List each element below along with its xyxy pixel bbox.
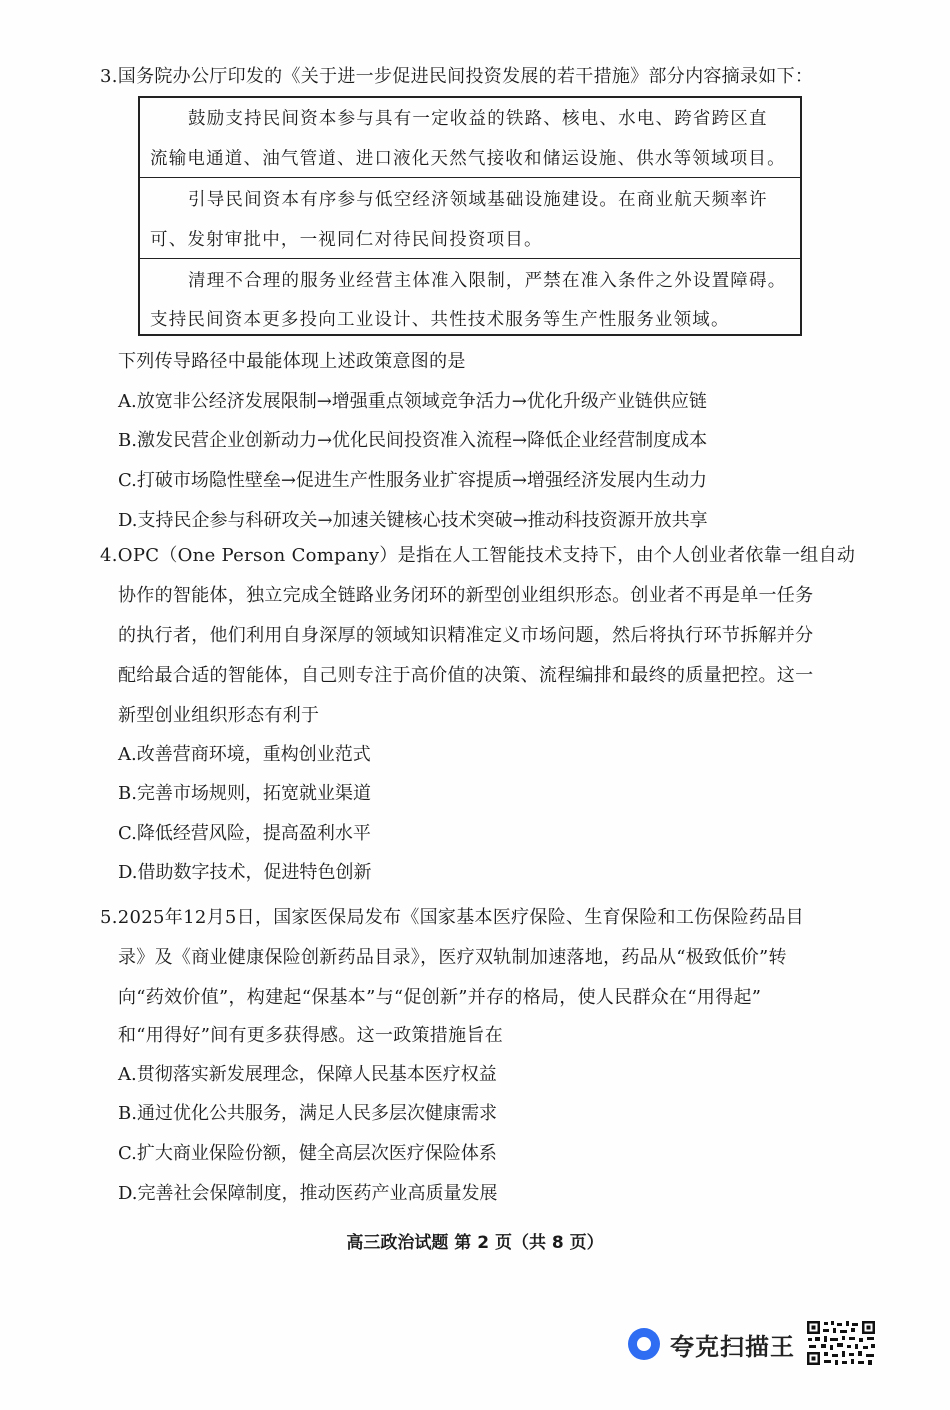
q5-line-4: 和“用得好”间有更多获得感。这一政策措施旨在 (118, 1025, 504, 1046)
scanner-watermark (628, 1322, 795, 1366)
scanner-brand-text: 夸克扫描王 (670, 1332, 795, 1361)
q3-box-3-line-1: 清理不合理的服务业经营主体准入限制，严禁在准入条件之外设置障碍。 (188, 271, 787, 291)
q4-option-a: A.改善营商环境，重构创业范式 (118, 744, 371, 765)
q3-box-2-line-1: 引导民间资本有序参与低空经济领域基础设施建设。在商业航天频率许 (188, 190, 768, 210)
q4-line-3: 的执行者，他们利用自身深厚的领域知识精准定义市场问题，然后将执行环节拆解并分 (118, 625, 814, 646)
q3-box-divider-1 (140, 177, 800, 178)
q4-option-d: D.借助数字技术，促进特色创新 (118, 862, 372, 883)
q3-prompt: 下列传导路径中最能体现上述政策意图的是 (118, 351, 466, 372)
q5-line-1: 5.2025年12月5日，国家医保局发布《国家基本医疗保险、生育保险和工伤保险药品目 (100, 907, 804, 928)
q5-option-d: D.完善社会保障制度，推动医药产业高质量发展 (118, 1183, 498, 1204)
q3-box-divider-2 (140, 258, 800, 259)
q3-option-a: A.放宽非公经济发展限制→增强重点领域竞争活力→优化升级产业链供应链 (118, 391, 707, 412)
q4-line-4: 配给最合适的智能体，自己则专注于高价值的决策、流程编排和最终的质量把控。这一 (118, 665, 814, 686)
q4-option-b: B.完善市场规则，拓宽就业渠道 (118, 783, 371, 804)
q3-box-3-line-2: 支持民间资本更多投向工业设计、共性技术服务等生产性服务业领域。 (150, 310, 730, 330)
q3-excerpt-box (138, 96, 802, 336)
q4-line-2: 协作的智能体，独立完成全链路业务闭环的新型创业组织形态。创业者不再是单一任务 (118, 585, 814, 606)
qr-code-icon (806, 1320, 876, 1366)
q3-option-c: C.打破市场隐性壁垒→促进生产性服务业扩容提质→增强经济发展内生动力 (118, 470, 708, 491)
q5-line-2: 录》及《商业健康保险创新药品目录》，医疗双轨制加速落地，药品从“极致低价”转 (118, 947, 787, 968)
q3-box-1-line-1: 鼓励支持民间资本参与具有一定收益的铁路、核电、水电、跨省跨区直 (188, 109, 768, 129)
q5-option-a: A.贯彻落实新发展理念，保障人民基本医疗权益 (118, 1064, 497, 1085)
q4-line-1: 4.OPC（One Person Company）是指在人工智能技术支持下，由个人创业者依靠一组自动 (100, 545, 856, 566)
page-footer: 高三政治试题 第 2 页（共 8 页） (346, 1233, 604, 1253)
scanner-logo-icon (628, 1328, 660, 1360)
q5-option-c: C.扩大商业保险份额，健全高层次医疗保险体系 (118, 1143, 497, 1164)
q4-option-c: C.降低经营风险，提高盈利水平 (118, 823, 371, 844)
q3-box-1-line-2: 流输电通道、油气管道、进口液化天然气接收和储运设施、供水等领域项目。 (150, 149, 786, 169)
q5-option-b: B.通过优化公共服务，满足人民多层次健康需求 (118, 1103, 497, 1124)
q3-box-2-line-2: 可、发射审批中，一视同仁对待民间投资项目。 (150, 230, 543, 250)
q3-stem: 3.国务院办公厅印发的《关于进一步促进民间投资发展的若干措施》部分内容摘录如下： (100, 66, 814, 87)
q4-line-5: 新型创业组织形态有利于 (118, 705, 320, 726)
q3-option-d: D.支持民企参与科研攻关→加速关键核心技术突破→推动科技资源开放共享 (118, 510, 708, 531)
q3-option-b: B.激发民营企业创新动力→优化民间投资准入流程→降低企业经营制度成本 (118, 430, 708, 451)
q5-line-3: 向“药效价值”，构建起“保基本”与“促创新”并存的格局，使人民群众在“用得起” (118, 987, 762, 1008)
